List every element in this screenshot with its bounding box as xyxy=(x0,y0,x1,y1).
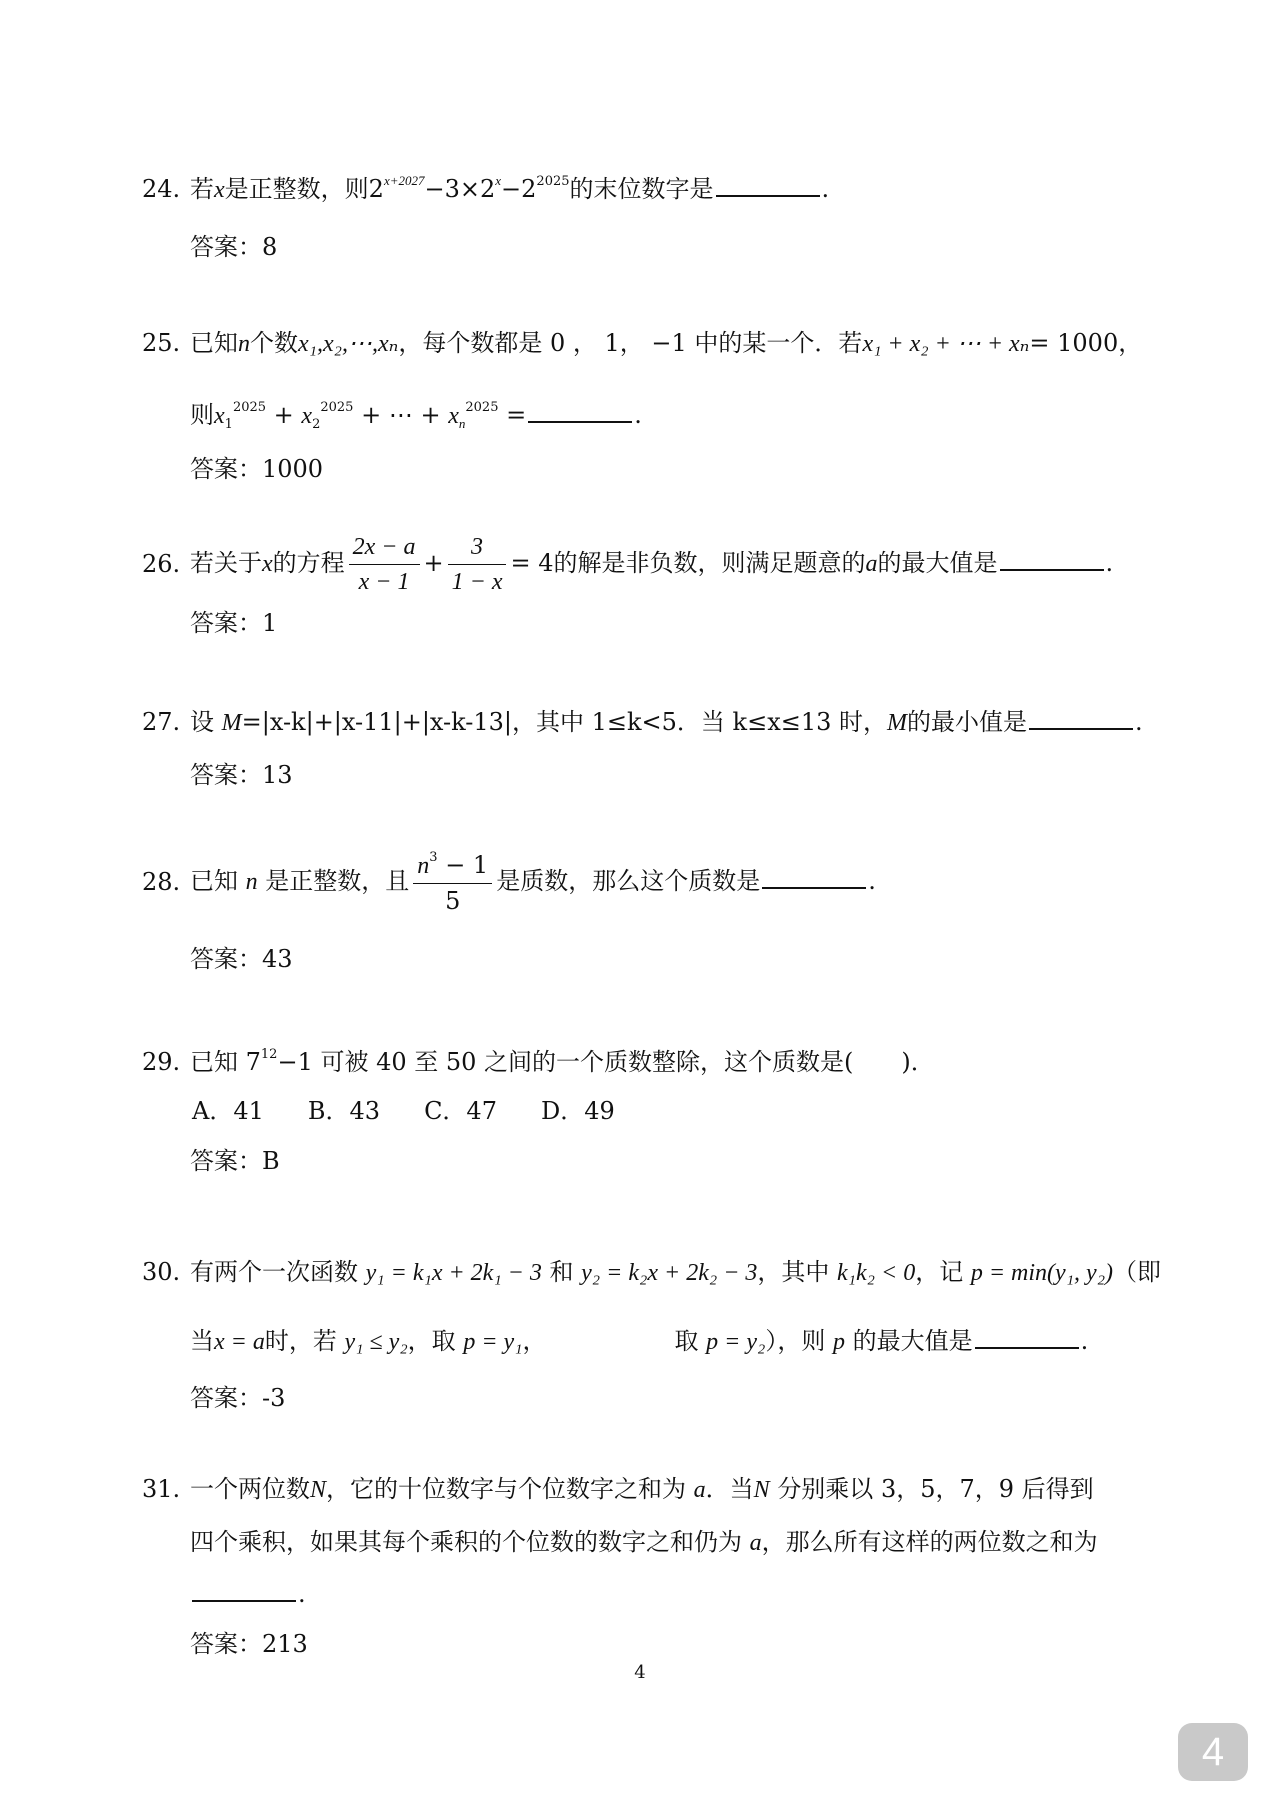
question-28-answer: 答案：43 xyxy=(190,945,293,973)
question-30-answer: 答案：-3 xyxy=(190,1384,286,1412)
question-30-number: 30. xyxy=(142,1258,181,1286)
question-29-answer: 答案：B xyxy=(190,1147,280,1175)
fraction-1: $\frac{2x - a}{x - 1}$ xyxy=(349,533,420,596)
answer-blank xyxy=(1000,547,1104,571)
option-c: C．47 xyxy=(424,1097,497,1125)
question-24-text: 若x是正整数，则$2^{x+2027}-3\times 2^x-2^{2025}$的末位数字是 . xyxy=(190,173,830,203)
question-26-answer: 答案：1 xyxy=(190,609,278,637)
option-a: A．41 xyxy=(192,1097,264,1125)
page-indicator-badge[interactable]: 4 xyxy=(1178,1723,1248,1781)
question-28-text: 已知 n 是正整数，且 $\frac{n^3 - 1}{5}$ 是质数，那么这个质数是 . xyxy=(190,849,876,915)
answer-blank xyxy=(975,1325,1079,1349)
question-31-answer: 答案：213 xyxy=(190,1630,308,1658)
question-31-text-line2: 四个乘积，如果其每个乘积的个位数的数字之和仍为 a，那么所有这样的两位数之和为 xyxy=(190,1528,1098,1556)
question-31-text-line1: 一个两位数N，它的十位数字与个位数字之和为 a．当N 分别乘以 3，5，7，9 后得到 xyxy=(190,1475,1094,1503)
answer-blank xyxy=(716,173,820,197)
question-24-answer: 答案：8 xyxy=(190,233,278,261)
q24-expression: $2^{x+2027}-3\times 2^x-2^{2025}$ xyxy=(368,173,570,203)
question-31-number: 31. xyxy=(142,1475,181,1503)
question-31-text-line3: . xyxy=(190,1577,306,1611)
question-26-text: 若关于x的方程 $\frac{2x - a}{x - 1}$ + $\frac{3}{1 - x}$ = 4的解是非负数，则满足题意的a的最大值是 . xyxy=(190,534,1114,595)
question-27-answer: 答案：13 xyxy=(190,761,293,789)
option-d: D．49 xyxy=(540,1097,615,1125)
answer-blank xyxy=(1029,706,1133,730)
question-25-text-line1: 已知n个数x₁,x₂,⋯,xₙ，每个数都是 0 ， 1， −1 中的某一个．若x₁ + x₂ + ⋯ + xₙ= 1000， xyxy=(190,329,1143,357)
fraction-n3-minus-1-over-5: $\frac{n^3 - 1}{5}$ xyxy=(413,851,492,915)
question-25-number: 25. xyxy=(142,329,181,357)
question-29-options xyxy=(192,1094,659,1128)
question-30-text-line1: 有两个一次函数 y₁ = k₁x + 2k₁ − 3 和 y₂ = k₂x + 2k₂ − 3，其中 k₁k₂ < 0，记 p = min(y₁, y₂)（即 xyxy=(190,1258,1162,1286)
question-24-number: 24. xyxy=(142,175,181,203)
option-b: B．43 xyxy=(307,1097,381,1125)
answer-blank xyxy=(528,399,632,423)
fraction-2: $\frac{3}{1 - x}$ xyxy=(448,533,507,596)
answer-blank xyxy=(192,1578,296,1602)
question-25-answer: 答案：1000 xyxy=(190,455,324,483)
question-27-text: 设 M=|x-k|+|x-11|+|x-k-13|，其中 1≤k<5．当 k≤x≤13 时，M的最小值是 . xyxy=(190,708,1143,736)
question-29-number: 29. xyxy=(142,1048,181,1076)
page-number: 4 xyxy=(634,1662,646,1683)
question-26-number: 26. xyxy=(142,550,181,578)
question-30-text-line2: 当x = a时，若 y₁ ≤ y₂，取 p = y₁， 取 p = y₂），则 p 的最大值是 . xyxy=(190,1327,1089,1355)
question-27-number: 27. xyxy=(142,708,181,736)
answer-blank xyxy=(762,865,866,889)
question-25-text-line2: 则$x_1^{2025} + x_2^{2025}$ + ⋯ + $x_n^{2025}$ = . xyxy=(190,400,642,432)
question-29-text: 已知 $7^{12}-1$ 可被 40 至 50 之间的一个质数整除，这个质数是( )． xyxy=(190,1047,935,1076)
question-28-number: 28. xyxy=(142,868,181,896)
